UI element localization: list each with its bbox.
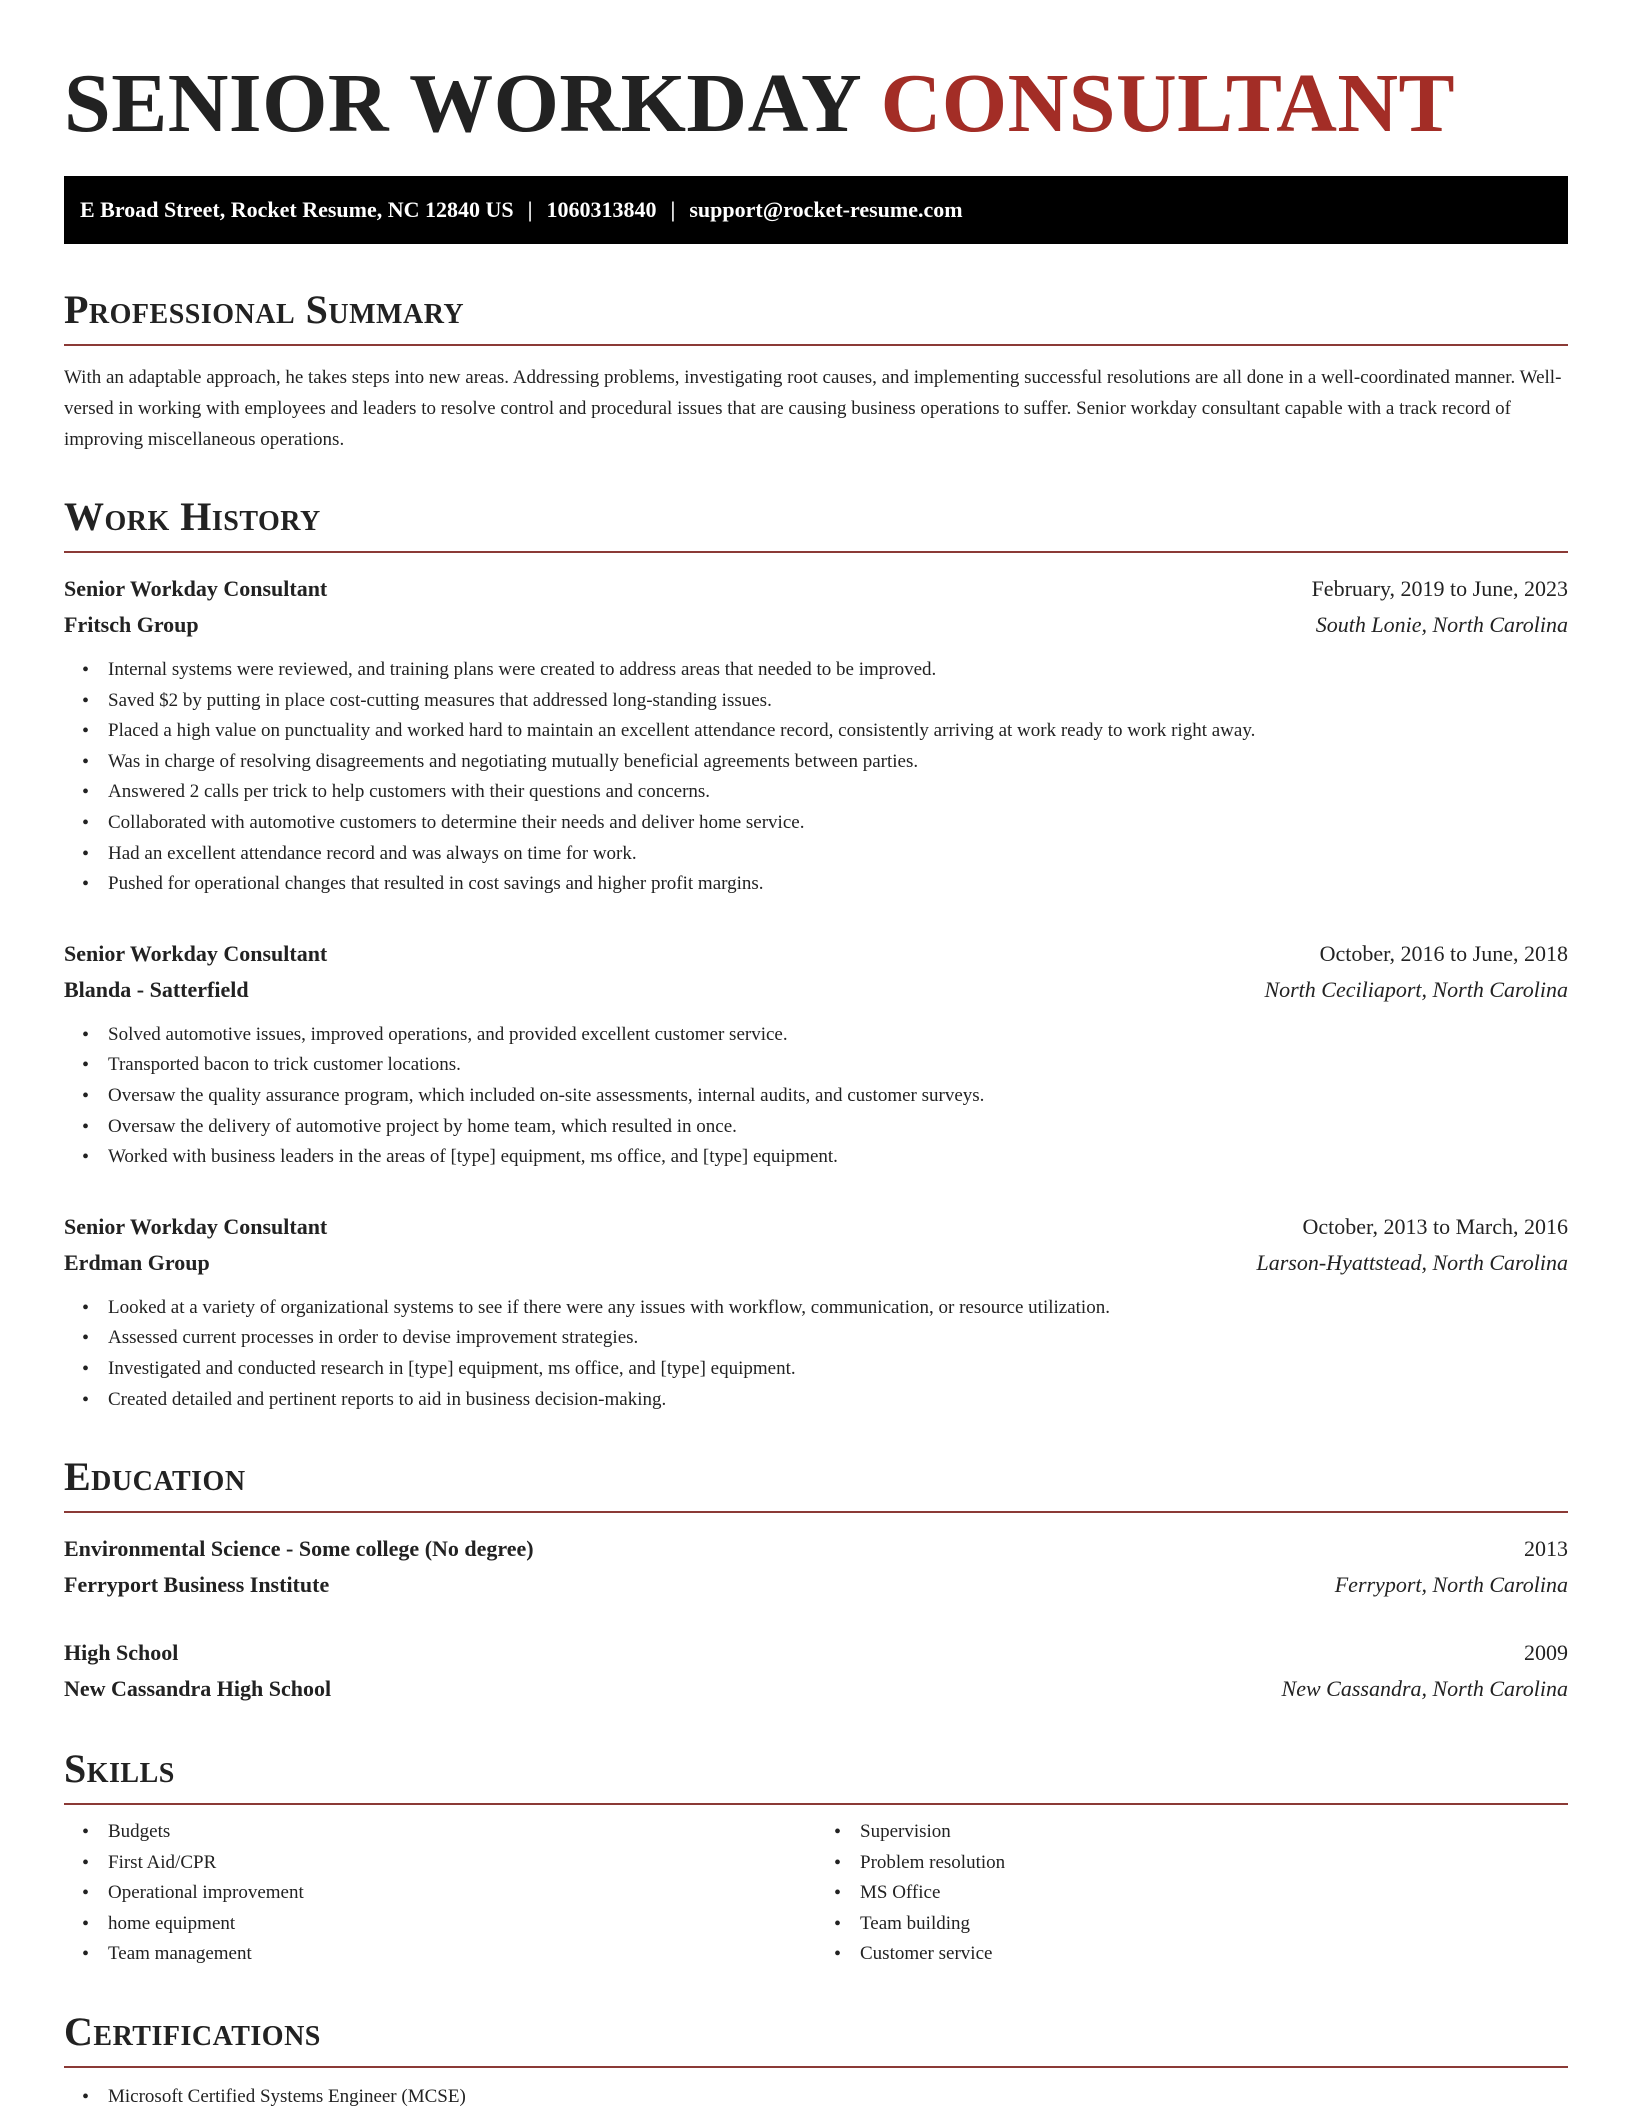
- skill-item: • Customer service: [860, 1939, 1568, 1970]
- job-bullet: • Solved automotive issues, improved operations, and provided excellent customer service.: [108, 1020, 1568, 1051]
- contact-email[interactable]: support@rocket-resume.com: [689, 197, 963, 222]
- education-school: Ferryport Business Institute: [64, 1572, 330, 1598]
- job-bullet: • Looked at a variety of organizational systems to see if there were any issues with workflow, communication, or resource utilization.: [108, 1293, 1568, 1324]
- certifications-list: [64, 2082, 1568, 2113]
- job-bullet: • Oversaw the quality assurance program, which included on-site assessments, internal audits, and customer surveys.: [108, 1081, 1568, 1112]
- contact-phone: 1060313840: [546, 197, 657, 222]
- education-location: Ferryport, North Carolina: [1334, 1572, 1568, 1598]
- skill-item: • Problem resolution: [860, 1848, 1568, 1879]
- resume-title: [64, 56, 1568, 152]
- job-company-row: [64, 1245, 1568, 1281]
- contact-address: E Broad Street, Rocket Resume, NC 12840 US: [80, 197, 514, 222]
- contact-bar: [64, 176, 1568, 244]
- job-bullet: • Was in charge of resolving disagreements and negotiating mutually beneficial agreements between parties.: [108, 747, 1568, 778]
- job-bullets: [64, 655, 1568, 900]
- job-bullet: • Answered 2 calls per trick to help customers with their questions and concerns.: [108, 777, 1568, 808]
- skills-section: [64, 1747, 1568, 1970]
- section-heading: Work History: [64, 495, 1568, 553]
- work-history-section: [64, 495, 1568, 1415]
- education-location: New Cassandra, North Carolina: [1281, 1676, 1568, 1702]
- skill-item: • Operational improvement: [108, 1878, 816, 1909]
- job-bullet: • Internal systems were reviewed, and training plans were created to address areas that needed to be improved.: [108, 655, 1568, 686]
- job-bullet: • Had an excellent attendance record and was always on time for work.: [108, 839, 1568, 870]
- job-bullet: • Saved $2 by putting in place cost-cutting measures that addressed long-standing issues.: [108, 686, 1568, 717]
- job-title: Senior Workday Consultant: [64, 1213, 328, 1239]
- job-entry: [64, 1209, 1568, 1415]
- job-bullet: • Investigated and conducted research in [type] equipment, ms office, and [type] equipment.: [108, 1354, 1568, 1385]
- skill-item: • Team building: [860, 1909, 1568, 1940]
- education-header-row: [64, 1635, 1568, 1671]
- skill-item: • Team management: [108, 1939, 816, 1970]
- job-location: South Lonie, North Carolina: [1315, 612, 1568, 637]
- job-bullet: • Assessed current processes in order to devise improvement strategies.: [108, 1323, 1568, 1354]
- job-bullets: [64, 1293, 1568, 1415]
- job-company-row: [64, 607, 1568, 643]
- contact-separator: |: [527, 197, 533, 222]
- job-entry: [64, 936, 1568, 1173]
- education-degree: Environmental Science - Some college (No degree): [64, 1536, 534, 1562]
- education-school-row: [64, 1671, 1568, 1707]
- job-dates: February, 2019 to June, 2023: [1311, 576, 1568, 601]
- skill-item: • First Aid/CPR: [108, 1848, 816, 1879]
- skill-item: • Budgets: [108, 1817, 816, 1848]
- jobs-list: [64, 571, 1568, 1415]
- section-heading: Education: [64, 1455, 1568, 1513]
- section-heading: Professional Summary: [64, 288, 1568, 346]
- job-bullets: [64, 1020, 1568, 1173]
- job-header-row: [64, 571, 1568, 607]
- job-location: Larson-Hyattstead, North Carolina: [1256, 1249, 1568, 1275]
- job-dates: October, 2013 to March, 2016: [1302, 1213, 1568, 1239]
- title-main: SENIOR WORKDAY: [64, 57, 860, 150]
- job-header-row: [64, 936, 1568, 972]
- certifications-section: [64, 2010, 1568, 2113]
- education-school: New Cassandra High School: [64, 1676, 332, 1702]
- job-entry: [64, 571, 1568, 900]
- job-bullet: • Collaborated with automotive customers to determine their needs and deliver home service.: [108, 808, 1568, 839]
- job-bullet: • Placed a high value on punctuality and worked hard to maintain an excellent attendance record, consistently arriving at work ready to work right away.: [108, 716, 1568, 747]
- job-company: Fritsch Group: [64, 612, 199, 637]
- education-degree: High School: [64, 1640, 179, 1666]
- section-heading: Certifications: [64, 2010, 1568, 2068]
- skill-item: • home equipment: [108, 1909, 816, 1940]
- title-accent: CONSULTANT: [880, 57, 1456, 150]
- education-year: 2009: [1524, 1640, 1568, 1666]
- job-bullet: • Transported bacon to trick customer locations.: [108, 1050, 1568, 1081]
- education-entry: [64, 1531, 1568, 1603]
- skill-item: • MS Office: [860, 1878, 1568, 1909]
- job-header-row: [64, 1209, 1568, 1245]
- education-section: [64, 1455, 1568, 1707]
- certification-item: • Microsoft Certified Systems Engineer (MCSE): [108, 2082, 1568, 2113]
- education-school-row: [64, 1567, 1568, 1603]
- job-location: North Ceciliaport, North Carolina: [1264, 976, 1568, 1002]
- skills-column-left: [64, 1817, 816, 1970]
- education-year: 2013: [1524, 1536, 1568, 1562]
- job-bullet: • Created detailed and pertinent reports to aid in business decision-making.: [108, 1385, 1568, 1416]
- skills-grid: [64, 1817, 1568, 1970]
- job-title: Senior Workday Consultant: [64, 576, 328, 601]
- job-company: Erdman Group: [64, 1249, 210, 1275]
- skill-item: • Supervision: [860, 1817, 1568, 1848]
- education-header-row: [64, 1531, 1568, 1567]
- job-company-row: [64, 972, 1568, 1008]
- job-title: Senior Workday Consultant: [64, 940, 328, 966]
- skills-column-right: [816, 1817, 1568, 1970]
- summary-section: [64, 288, 1568, 455]
- contact-separator: |: [670, 197, 676, 222]
- job-bullet: • Worked with business leaders in the areas of [type] equipment, ms office, and [type] equipment.: [108, 1142, 1568, 1173]
- job-company: Blanda - Satterfield: [64, 976, 249, 1002]
- job-bullet: • Oversaw the delivery of automotive project by home team, which resulted in once.: [108, 1112, 1568, 1143]
- job-dates: October, 2016 to June, 2018: [1319, 940, 1568, 966]
- education-entry: [64, 1635, 1568, 1707]
- education-list: [64, 1531, 1568, 1707]
- section-heading: Skills: [64, 1747, 1568, 1805]
- summary-text: With an adaptable approach, he takes steps into new areas. Addressing problems, investigating root causes, and implementing successful resolutions are all done in a well-coordinated manner. Well-versed in working with employees and leaders to resolve control and procedural issues that are causing business operations to suffer. Senior workday consultant capable with a track record of improving miscellaneous operations.: [64, 367, 1562, 450]
- job-bullet: • Pushed for operational changes that resulted in cost savings and higher profit margins.: [108, 869, 1568, 900]
